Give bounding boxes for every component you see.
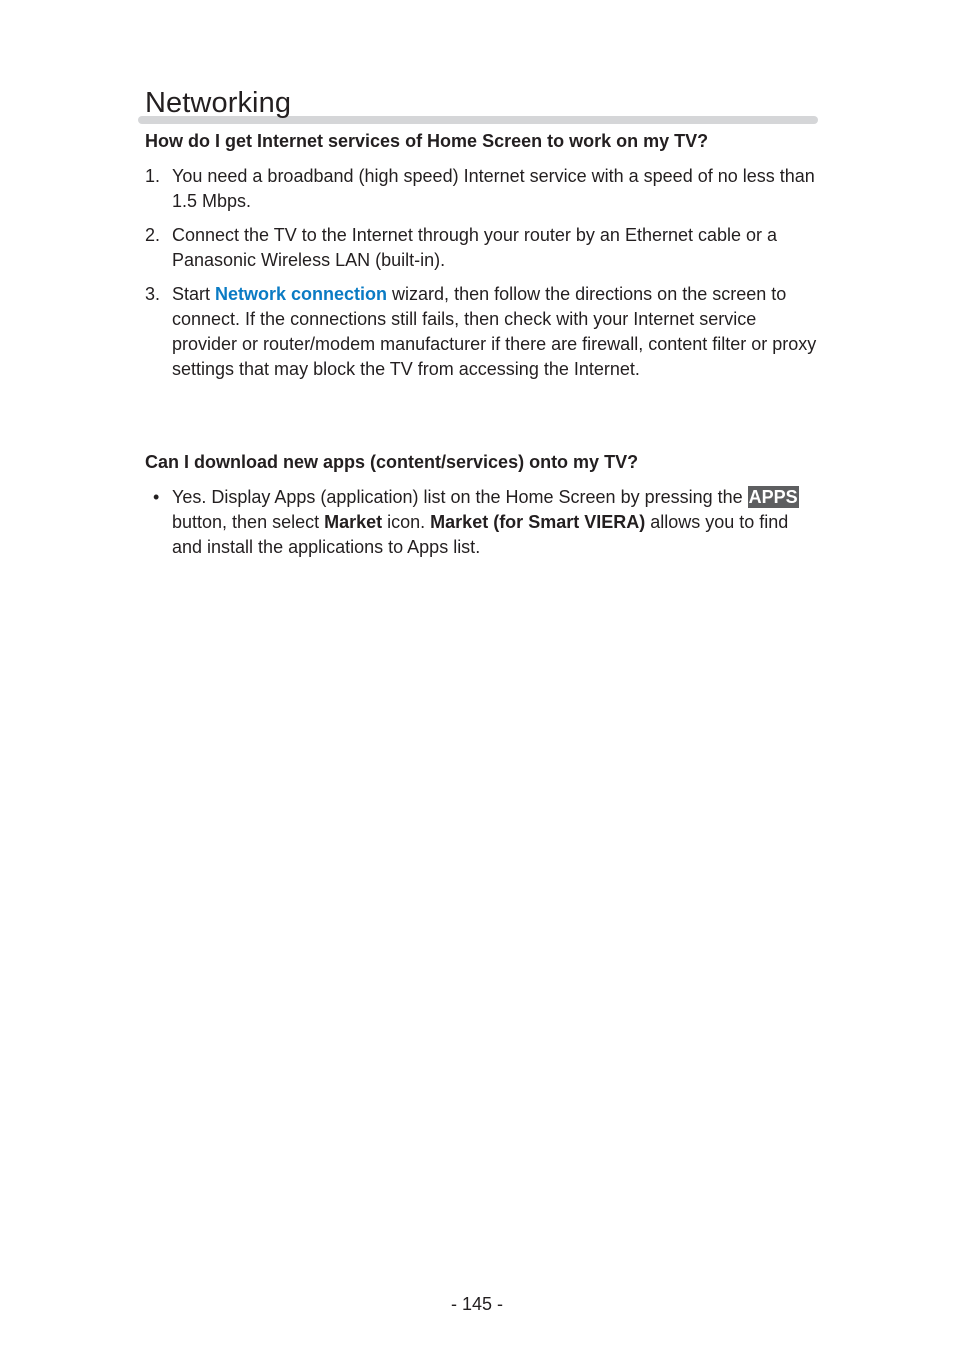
answer-text-3: icon. — [382, 512, 431, 532]
list-item-text: Connect the TV to the Internet through your router by an Ethernet cable or a Panasonic Wireless LAN (built-in). — [172, 225, 778, 270]
network-connection-link[interactable]: Network connection — [215, 284, 388, 304]
list-number: 3. — [145, 284, 161, 304]
list-item-text-rest: wizard, then follow the directions on the screen to connect. If the connections still fails, then check with your Internet service provider or router/modem manufacturer if there are firewall, content filter or proxy settings that may block the TV from accessing the Internet. — [172, 284, 817, 379]
list-item — [145, 223, 820, 273]
list-number: 2. — [145, 225, 161, 245]
page-title: Networking — [145, 87, 292, 119]
list-item-text-start: Start — [172, 284, 216, 304]
list-item — [145, 282, 820, 382]
market-smart-viera-term: Market (for Smart VIERA) — [430, 512, 646, 532]
apps-key-badge: APPS — [748, 487, 798, 507]
internet-steps-list — [145, 164, 820, 391]
list-item — [145, 485, 820, 560]
apps-answer-list — [145, 485, 820, 569]
answer-text-1: Yes. Display Apps (application) list on the Home Screen by pressing the — [172, 487, 748, 507]
market-term: Market — [324, 512, 383, 532]
answer-text-2: button, then select — [172, 512, 325, 532]
page-number: - 145 - — [450, 1294, 504, 1314]
list-item — [145, 164, 820, 214]
answer-text-4: allows you to find and install the applications to Apps list. — [172, 512, 789, 557]
list-item-text: You need a broadband (high speed) Internet service with a speed of no less than 1.5 Mbps. — [172, 166, 815, 211]
list-number: 1. — [145, 166, 161, 186]
faq-question-internet-services: How do I get Internet services of Home Screen to work on my TV? — [145, 131, 709, 151]
faq-question-download-apps: Can I download new apps (content/services) onto my TV? — [145, 452, 639, 472]
bullet-icon: • — [153, 487, 160, 507]
